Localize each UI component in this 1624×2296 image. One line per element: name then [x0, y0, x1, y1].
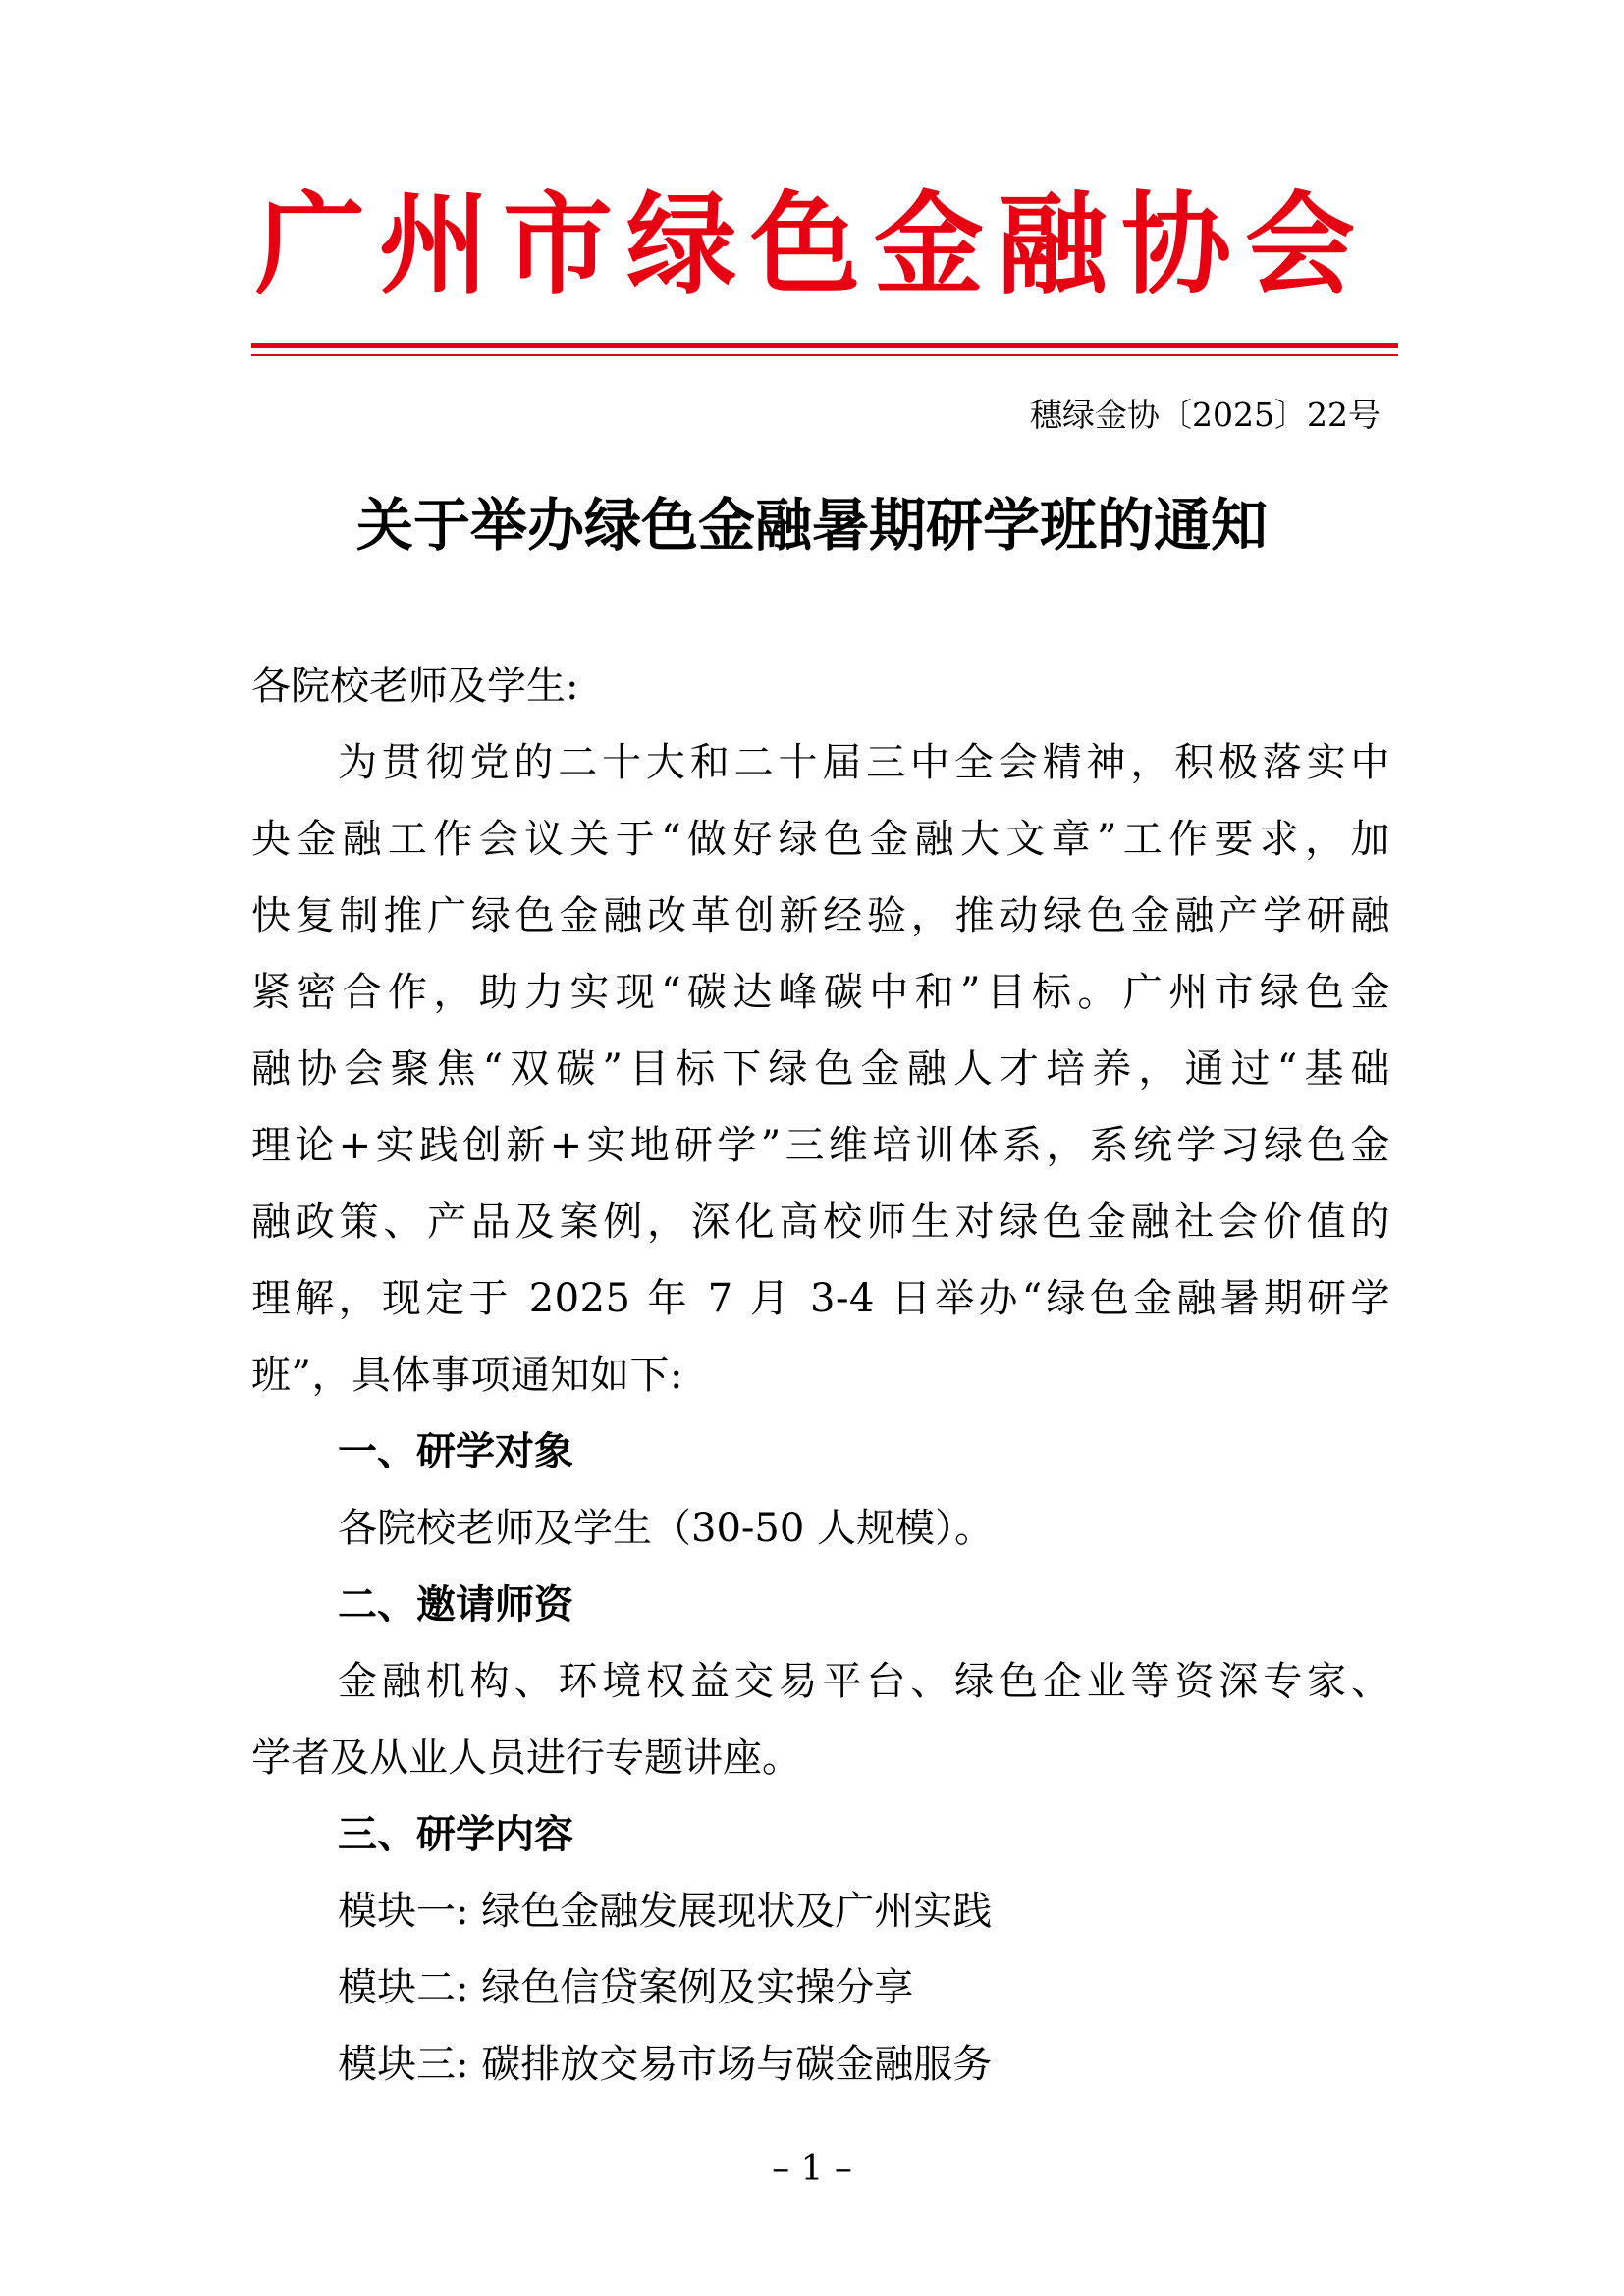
intro-line: 紧密合作，助力实现“碳达峰碳中和”目标。广州市绿色金 [251, 970, 1390, 1015]
module-item: 模块三: 碳排放交易市场与碳金融服务 [338, 2042, 993, 2087]
section-heading-participants: 一、研学对象 [338, 1429, 573, 1474]
letterhead-rule-thin [251, 354, 1398, 356]
intro-line: 理论+实践创新+实地研学”三维培训体系，系统学习绿色金 [251, 1123, 1390, 1168]
document-number: 穗绿金协〔2025〕22号 [1030, 396, 1380, 434]
intro-line: 为贯彻党的二十大和二十届三中全会精神，积极落实中 [338, 740, 1390, 785]
notice-sections [251, 1414, 1390, 2103]
org-letterhead-title: 广州市绿色金融协会 [255, 182, 1369, 309]
intro-line: 融协会聚焦“双碳”目标下绿色金融人才培养，通过“基础 [251, 1046, 1390, 1092]
section-text-faculty: 金融机构、环境权益交易平台、绿色企业等资深专家、 [338, 1659, 1390, 1704]
intro-line: 央金融工作会议关于“做好绿色金融大文章”工作要求，加 [251, 817, 1390, 862]
module-item: 模块一: 绿色金融发展现状及广州实践 [338, 1889, 993, 1934]
intro-paragraph [251, 724, 1390, 1414]
section-heading-content: 三、研学内容 [338, 1812, 573, 1857]
module-item: 模块二: 绿色信贷案例及实操分享 [338, 1965, 914, 2010]
intro-line: 班”，具体事项通知如下: [251, 1353, 683, 1398]
section-text-faculty-cont: 学者及从业人员进行专题讲座。 [251, 1735, 801, 1781]
section-heading-faculty: 二、邀请师资 [338, 1582, 573, 1628]
page-number: – 1 – [772, 2149, 852, 2189]
salutation: 各院校老师及学生: [251, 664, 579, 709]
intro-line: 快复制推广绿色金融改革创新经验，推动绿色金融产学研融 [251, 893, 1390, 938]
letterhead-rule-thick [251, 343, 1398, 348]
section-text-participants: 各院校老师及学生（30-50 人规模）。 [338, 1506, 995, 1551]
intro-line: 理解，现定于 2025 年 7 月 3-4 日举办“绿色金融暑期研学 [251, 1276, 1390, 1321]
document-title: 关于举办绿色金融暑期研学班的通知 [355, 492, 1268, 559]
intro-line: 融政策、产品及案例，深化高校师生对绿色金融社会价值的 [251, 1200, 1390, 1245]
